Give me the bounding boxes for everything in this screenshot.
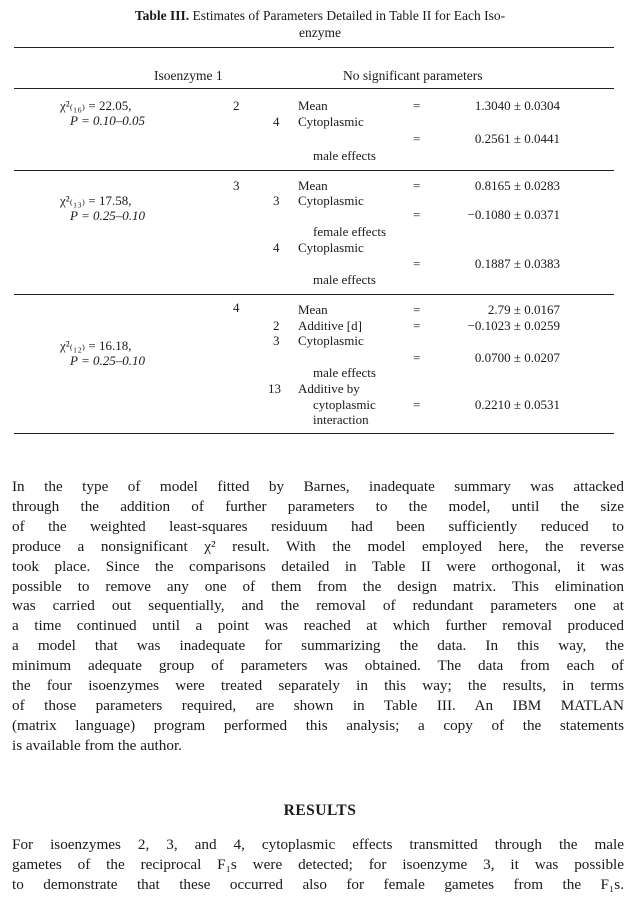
para1-line: through the addition of further parameters to the model, until the size bbox=[12, 497, 624, 515]
group2-eq-1: = bbox=[413, 178, 421, 193]
group2-param-cytoplasmic-2: Cytoplasmic bbox=[298, 240, 364, 255]
table-bottom-rule bbox=[14, 433, 614, 434]
para1-line: (matrix language) program performed this analysis; a copy of the statements bbox=[12, 716, 624, 734]
group2-param-no-4: 4 bbox=[273, 240, 280, 255]
para1-line: a model that was inadequate for summarizing the data. In this way, the bbox=[12, 637, 624, 655]
group2-eq-3: = bbox=[413, 256, 421, 271]
group1-chi-square: χ²₍₁₆₎ = 22.05, bbox=[60, 98, 132, 113]
methods-paragraph bbox=[12, 477, 624, 756]
group2-p-value: P = 0.25–0.10 bbox=[70, 208, 145, 223]
group1-param-male-effects: male effects bbox=[313, 148, 376, 163]
group2-param-female-effects: female effects bbox=[313, 224, 387, 239]
table-caption-label: Table III. bbox=[134, 8, 190, 23]
group3-param-no-13: 13 bbox=[268, 381, 281, 396]
group3-value-cyto-male: 0.0700 ± 0.0207 bbox=[474, 350, 560, 365]
group3-param-no-2: 2 bbox=[273, 318, 280, 333]
para2-line: For isoenzymes 2, 3, and 4, cytoplasmic effects transmitted through the male bbox=[12, 836, 624, 853]
para1-line: minimum adequate group of parameters was obtained. The data from each of bbox=[12, 657, 624, 675]
group2-isoenzyme: 3 bbox=[233, 178, 240, 193]
group3-param-cytoplasmic-2: cytoplasmic bbox=[313, 397, 376, 412]
para1-line: a time continued until a point was reached at which further removal produced bbox=[12, 617, 624, 635]
group3-eq-3: = bbox=[413, 350, 421, 365]
group3-param-no-3: 3 bbox=[273, 333, 280, 348]
para1-line: of the weighted least-squares residuum had been sufficiently reduced to bbox=[12, 517, 624, 535]
group3-p-value: P = 0.25–0.10 bbox=[70, 353, 145, 368]
para1-line: produce a nonsignificant χ² result. With the model employed here, the reverse bbox=[12, 537, 624, 555]
group3-eq-2: = bbox=[413, 318, 421, 333]
group1-eq-2: = bbox=[413, 131, 421, 146]
group2-value-cyto-male: 0.1887 ± 0.0383 bbox=[474, 256, 560, 271]
para1-line: of those parameters required, are shown in Table III. An IBM MATLAN bbox=[12, 696, 624, 714]
group2-rule bbox=[14, 294, 614, 295]
group3-value-additive: −0.1023 ± 0.0259 bbox=[467, 318, 560, 333]
para1-line: took place. Since the comparisons detailed in Table II were orthogonal, it was bbox=[12, 557, 624, 575]
group3-param-interaction: interaction bbox=[313, 412, 369, 427]
header-isoenzyme: Isoenzyme 1 bbox=[154, 68, 223, 83]
para2-line: to demonstrate that these occurred also for female gametes from the F₁s. bbox=[12, 875, 624, 893]
group1-param-mean: Mean bbox=[298, 98, 328, 113]
table-top-rule bbox=[14, 47, 614, 48]
group2-param-no-3: 3 bbox=[273, 193, 280, 208]
group3-value-mean: 2.79 ± 0.0167 bbox=[487, 302, 560, 317]
group2-param-male-effects: male effects bbox=[313, 272, 376, 287]
group3-eq-1: = bbox=[413, 302, 421, 317]
group1-eq-1: = bbox=[413, 98, 421, 113]
group1-param-cytoplasmic: Cytoplasmic bbox=[298, 114, 364, 129]
group1-param-no-4: 4 bbox=[273, 114, 280, 129]
group3-chi-square: χ²₍₁₂₎ = 16.18, bbox=[60, 338, 132, 353]
group2-value-mean: 0.8165 ± 0.0283 bbox=[474, 178, 560, 193]
group3-param-mean: Mean bbox=[298, 302, 328, 317]
group2-value-cyto-female: −0.1080 ± 0.0371 bbox=[467, 207, 560, 222]
group3-param-additive-by: Additive by bbox=[298, 381, 360, 396]
para1-line: was carried out sequentially, and the removal of redundant parameters one at bbox=[12, 597, 624, 615]
header-parameters: No significant parameters bbox=[343, 68, 483, 83]
para1-line: possible to remove any one of them from the design matrix. This elimination bbox=[12, 577, 624, 595]
table-caption-text-2: enzyme bbox=[299, 25, 341, 40]
para1-line: the four isoenzymes were treated separately in this way; the results, in terms bbox=[12, 677, 624, 695]
para1-line: In the type of model fitted by Barnes, inadequate summary was attacked bbox=[12, 478, 624, 495]
group3-param-additive: Additive [d] bbox=[298, 318, 362, 333]
header-rule bbox=[14, 88, 614, 89]
results-paragraph bbox=[12, 835, 624, 895]
para2-line: gametes of the reciprocal F₁s were detected; for isoenzyme 3, it was possible bbox=[12, 855, 624, 873]
table-caption-text: Estimates of Parameters Detailed in Table II for Each Iso- bbox=[192, 8, 506, 23]
group1-rule bbox=[14, 170, 614, 171]
para1-line: is available from the author. bbox=[12, 736, 182, 754]
group3-param-cytoplasmic: Cytoplasmic bbox=[298, 333, 364, 348]
group1-p-value: P = 0.10–0.05 bbox=[70, 113, 145, 128]
group3-eq-4: = bbox=[413, 397, 421, 412]
table-caption bbox=[40, 7, 600, 41]
group3-value-interaction: 0.2210 ± 0.0531 bbox=[474, 397, 560, 412]
group3-param-male-effects: male effects bbox=[313, 365, 376, 380]
group1-isoenzyme: 2 bbox=[233, 98, 240, 113]
group2-param-cytoplasmic-1: Cytoplasmic bbox=[298, 193, 364, 208]
group1-value-mean: 1.3040 ± 0.0304 bbox=[474, 98, 560, 113]
group2-chi-square: χ²₍₁₃₎ = 17.58, bbox=[60, 193, 132, 208]
group3-isoenzyme: 4 bbox=[233, 300, 240, 315]
group2-eq-2: = bbox=[413, 207, 421, 222]
results-heading: RESULTS bbox=[283, 802, 357, 819]
group2-param-mean: Mean bbox=[298, 178, 328, 193]
group1-value-cyto-male: 0.2561 ± 0.0441 bbox=[474, 131, 560, 146]
